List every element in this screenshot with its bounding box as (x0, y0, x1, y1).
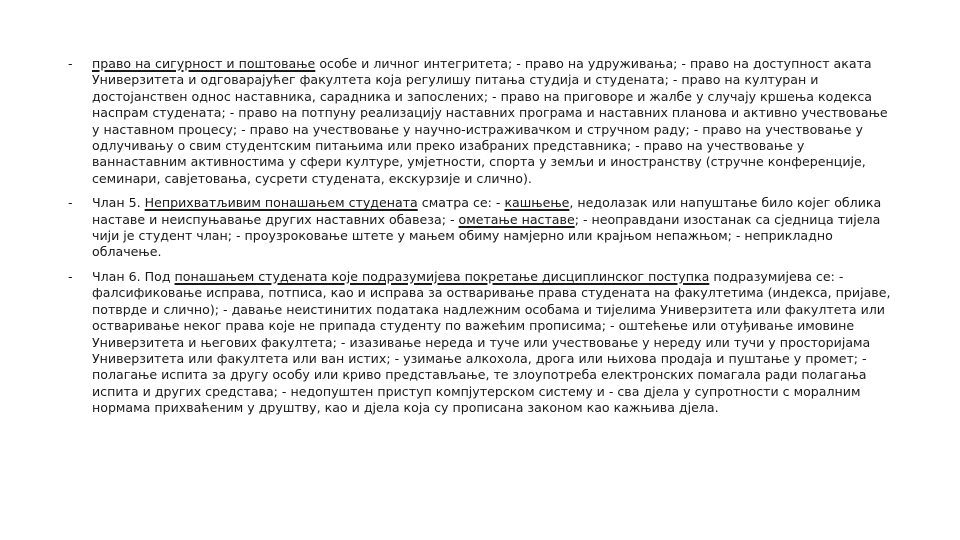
text-segment: Члан 5. (92, 195, 145, 211)
bullet-marker: - (68, 195, 73, 211)
bullet-student-rights (68, 56, 898, 187)
underlined-phrase: кашњење (504, 195, 570, 211)
text-segment: , недолазак или напуштање било којег облика наставе и неиспуњавање других наставних обавеза; - (92, 195, 882, 227)
text-segment: ; - неоправдани изостанак са сједница тијела чији је студент члан; - проузроковање штете у мањем обиму намјерно или крајњом непажњом; - неприкладно облачење. (92, 211, 881, 260)
text-segment: особе и личног интегритета; - право на удруживања; - право на доступност аката Универзитета и одговарајућег факултета која регулишу питања студија и студената; - право на културан и достојанствен однос наставника, сарадника и запослених; - право на приговоре и жалбе у случају кршења кодекса наспрам студената; - право на потпуну реализацију наставних програма и наставних планова и активно учествовање у наставном процесу; - право на учествовање у научно-истраживачком и стручном раду; - право на учествовање у одлучивању о свим студентским питањима или преко изабраних представника; - право на учествовање у ваннаставним активностима у сфери културе, умјетности, спорта у земљи и иностранству (стручне конференције, семинари, савјетовања, сусрети студената, екскурзије и слично). (92, 56, 888, 186)
underlined-phrase: Неприхватљивим понашањем студената (144, 195, 418, 211)
text-segment: Члан 6. Под (92, 268, 175, 284)
underlined-phrase: ометање наставе (458, 211, 575, 227)
text-segment: сматра се: - (417, 195, 505, 211)
text-segment: подразумијева се: - фалсификовање исправа, потписа, као и исправа за остваривање права студената на факултетима (индекса, пријаве, потврде и слично); - давање неистинитих података надлежним особама и тијелима Универзитета или факултета или остваривање неког права које не припада студенту по важећим прописима; - оштећење или отуђивање имовине Универзитета и његових факултета; - изазивање нереда и туче или учествовање у нереду или тучи у просторијама Универзитета или факултета или ван истих; - узимање алкохола, дрога или њихова продаја и пуштање у промет; - полагање испита за другу особу или криво представљање, те злоупотреба електронских помагала ради полагања испита и других средстава; - недопуштен приступ компјутерском систему и - сва дјела у супротности с моралним нормама прихваћеним у друштву, као и дјела која су прописана законом као кажњива дјела. (92, 268, 891, 416)
bullet-marker: - (68, 56, 73, 71)
bullet-list (68, 56, 898, 425)
bullet-article-5 (68, 195, 898, 261)
underlined-phrase: понашањем студената које подразумијева покретање дисциплинског поступка (174, 268, 710, 284)
underlined-phrase: право на сигурност и поштовање (92, 56, 316, 71)
bullet-marker: - (68, 268, 73, 284)
bullet-article-6 (68, 269, 898, 417)
